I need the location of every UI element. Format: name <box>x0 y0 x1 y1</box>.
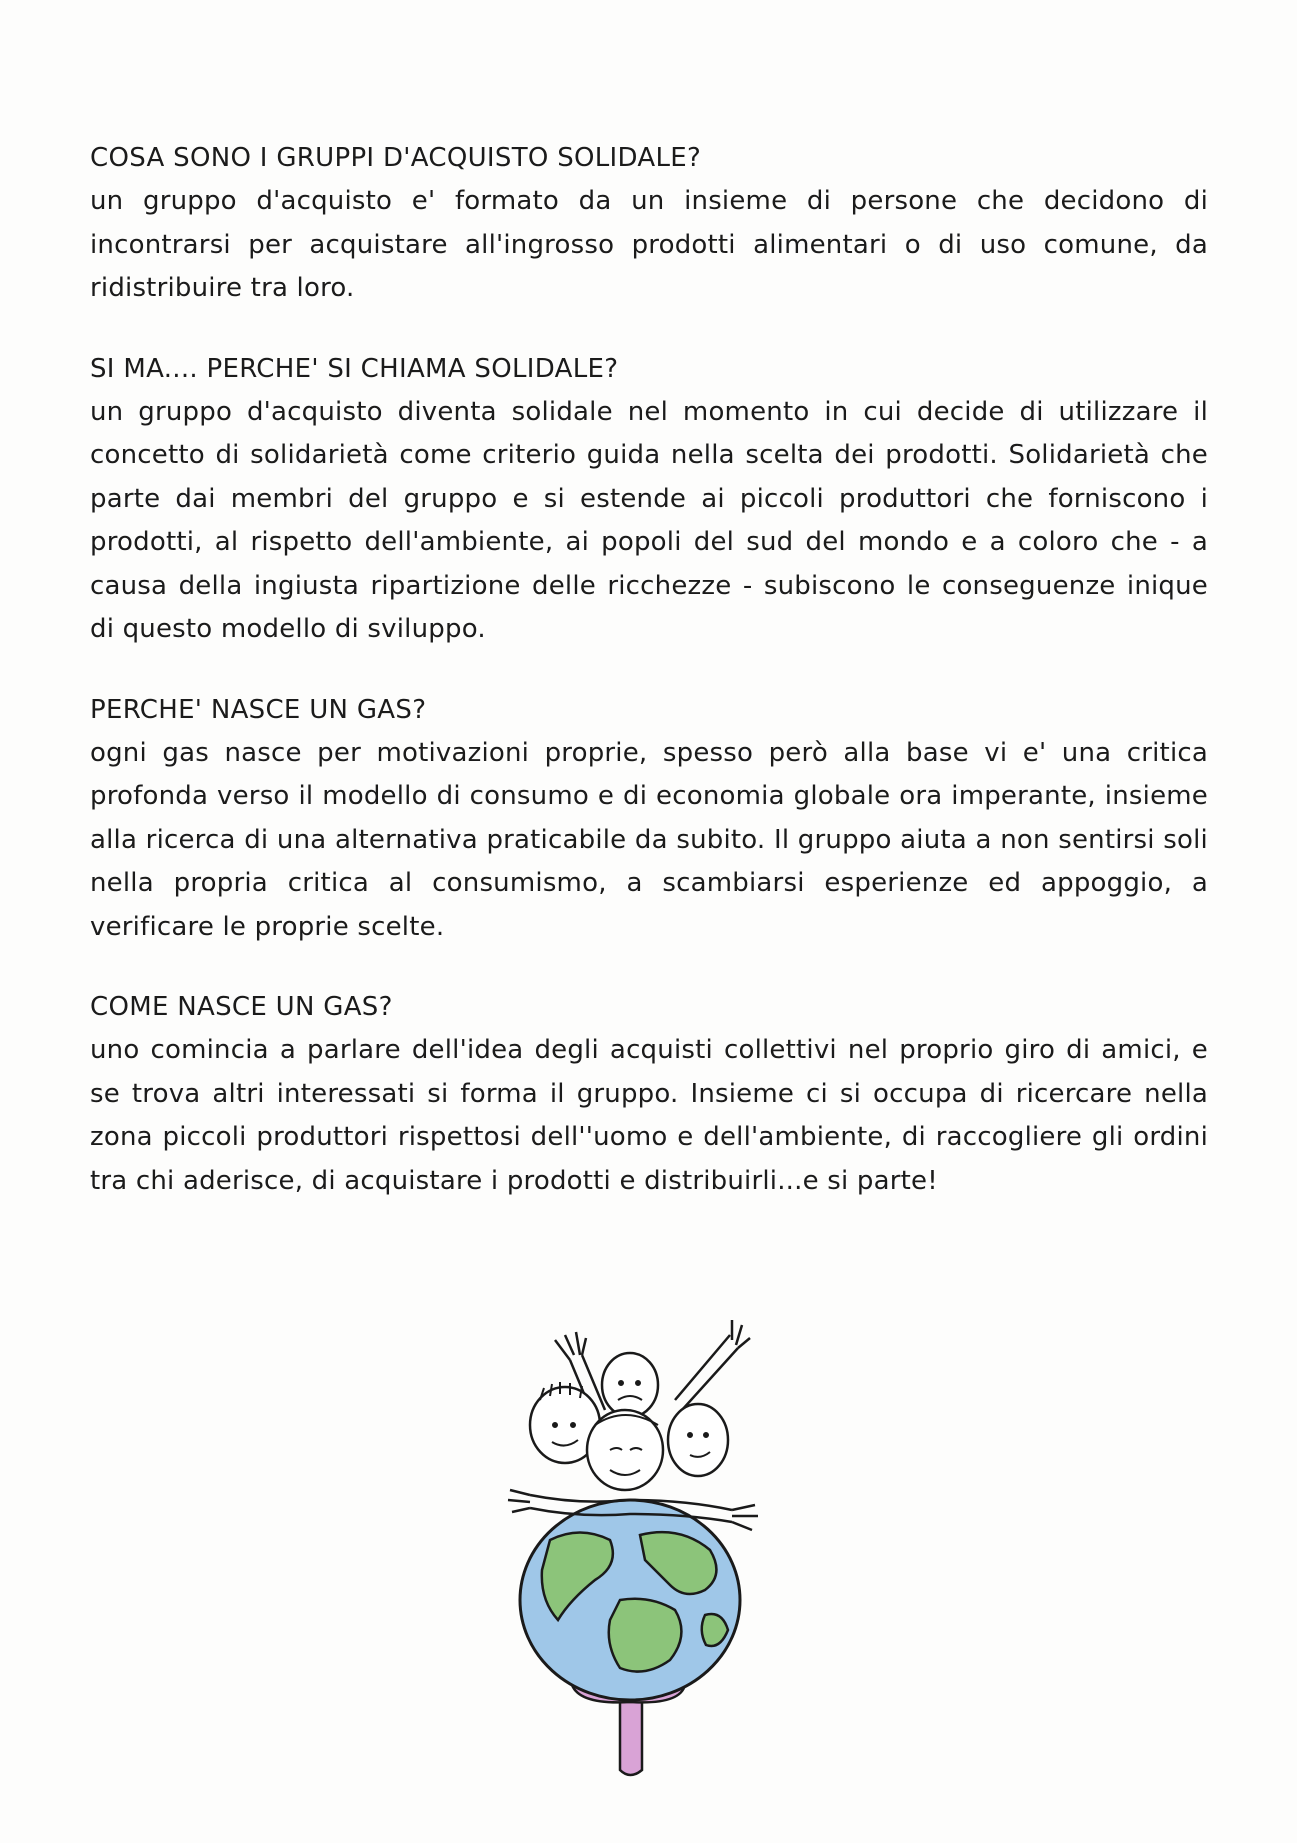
section-what-are-gas <box>90 140 1208 311</box>
section-body: ogni gas nasce per motivazioni proprie, spesso però alla base vi e' una critica profonda verso il modello di consumo e di economia globale ora imperante, insieme alla ricerca di una alternativa praticabile da subito. Il gruppo aiuta a non sentirsi soli nella propria critica al consumismo, a scambiarsi esperienze ed appoggio, a verificare le proprie scelte. <box>90 737 1208 942</box>
head-right <box>668 1404 728 1476</box>
people-on-globe-fork-drawing-icon <box>470 1300 800 1780</box>
section-heading: PERCHE' NASCE UN GAS? <box>90 694 427 725</box>
page-content <box>90 140 1208 1243</box>
section-why-gas-born <box>90 692 1208 950</box>
section-heading: SI MA.... PERCHE' SI CHIAMA SOLIDALE? <box>90 353 619 384</box>
section-why-solidale <box>90 351 1208 652</box>
section-body: un gruppo d'acquisto e' formato da un insieme di persone che decidono di incontrarsi per acquistare all'ingrosso prodotti alimentari o di uso comune, da ridistribuire tra loro. <box>90 186 1208 303</box>
section-heading: COME NASCE UN GAS? <box>90 992 393 1022</box>
section-heading: COSA SONO I GRUPPI D'ACQUISTO SOLIDALE? <box>90 143 702 173</box>
section-body: un gruppo d'acquisto diventa solidale nel momento in cui decide di utilizzare il concetto di solidarietà come criterio guida nella scelta dei prodotti. Solidarietà che parte dai membri del gruppo e si estende ai piccoli produttori che forniscono i prodotti, al rispetto dell'ambiente, ai popoli del sud del mondo e a coloro che - a causa della ingiusta ripartizione delle ricchezze - subiscono le conseguenze inique di questo modello di sviluppo. <box>90 396 1208 644</box>
section-how-gas-born <box>90 989 1208 1203</box>
section-body: uno comincia a parlare dell'idea degli acquisti collettivi nel proprio giro di amici, e se trova altri interessati si forma il gruppo. Insieme ci si occupa di ricercare nella zona piccoli produttori rispettosi dell''uomo e dell'ambiente, di raccogliere gli ordini tra chi aderisce, di acquistare i prodotti e distribuirli...e si parte! <box>90 1035 1208 1196</box>
fork-handle <box>620 1695 642 1775</box>
head-top <box>602 1353 658 1417</box>
